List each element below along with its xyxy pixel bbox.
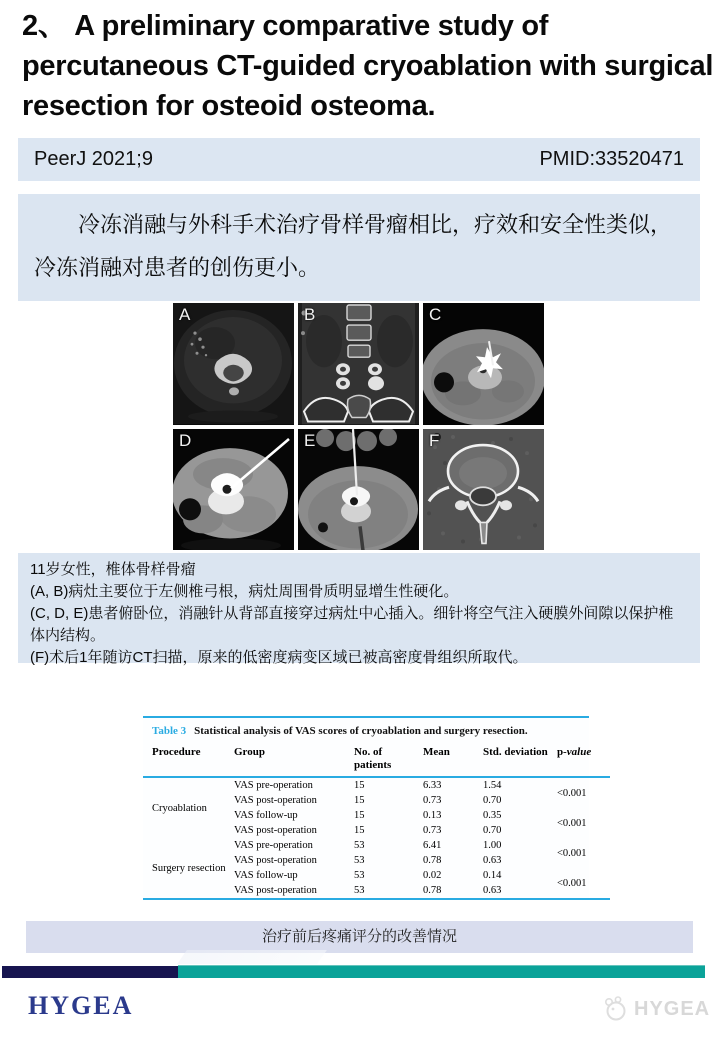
- ct-figure: [173, 303, 544, 550]
- panel-label-f: F: [429, 430, 440, 450]
- page-title: 2、 A preliminary comparative study of percutaneous CT-guided cryoablation with surgical resection for osteoid osteoma.: [22, 10, 714, 122]
- group-cell: VAS post-operation: [234, 855, 317, 866]
- hygea-watermark: [603, 996, 710, 1022]
- group-cell: VAS pre-operation: [234, 840, 313, 851]
- panel-label-b: B: [304, 305, 316, 324]
- watermark-panda-icon: [603, 996, 629, 1022]
- column-header-procedure: Procedure: [143, 744, 234, 777]
- n-cell: 15: [354, 825, 365, 836]
- procedure-cell: Surgery resection: [152, 862, 226, 874]
- mean-cell: 0.13: [423, 810, 442, 821]
- caption-line: (C, D, E)患者俯卧位，消融针从背部直接穿过病灶中心插入。细针将空气注入硬膜外间隙以保护椎体内结构。: [30, 605, 674, 644]
- ct-panel-a: [173, 303, 294, 425]
- caption-line: (F)术后1年随访CT扫描，原来的低密度病变区域已被高密度骨组织所取代。: [30, 649, 528, 666]
- table-number-label: Table 3: [152, 725, 187, 737]
- figure-caption-box: [18, 553, 700, 666]
- bottom-label-bar: [26, 921, 693, 953]
- ct-image-axial-needle-vertical: [298, 429, 419, 551]
- journal-reference: PeerJ 2021;9: [34, 148, 153, 170]
- pvalue-cell: <0.001: [557, 787, 587, 799]
- panel-label-d: D: [179, 430, 192, 450]
- summary-box: [18, 194, 700, 301]
- sd-cell: 0.63: [483, 855, 502, 866]
- sd-cell: 0.63: [483, 885, 502, 896]
- table-row: [143, 838, 610, 853]
- ct-image-coronal: [298, 303, 419, 425]
- sd-cell: 1.54: [483, 780, 502, 791]
- column-header-pvalue: p-value: [557, 744, 610, 777]
- hygea-logo: HYGEA: [28, 991, 134, 1020]
- footer-stripe-navy: [2, 966, 178, 978]
- n-cell: 53: [354, 885, 365, 896]
- mean-cell: 0.02: [423, 870, 442, 881]
- group-cell: VAS post-operation: [234, 825, 317, 836]
- group-cell: VAS post-operation: [234, 885, 317, 896]
- table-caption-text: Statistical analysis of VAS scores of cryoablation and surgery resection.: [194, 725, 528, 737]
- sd-cell: 0.70: [483, 795, 502, 806]
- pvalue-cell: <0.001: [557, 877, 587, 889]
- n-cell: 15: [354, 780, 365, 791]
- journal-bar: [18, 138, 700, 181]
- mean-cell: 0.73: [423, 795, 442, 806]
- bottom-label-text: 治疗前后疼痛评分的改善情况: [261, 928, 457, 945]
- table-row: [143, 777, 610, 793]
- sd-cell: 0.70: [483, 825, 502, 836]
- ct-panel-c: [423, 303, 544, 425]
- n-cell: 53: [354, 840, 365, 851]
- panel-label-a: A: [179, 305, 191, 324]
- caption-line: 11岁女性，椎体骨样骨瘤: [30, 561, 196, 578]
- ct-panel-f: [423, 429, 544, 551]
- table-header-row: [143, 744, 610, 777]
- ct-panel-e: [298, 429, 419, 551]
- group-cell: VAS pre-operation: [234, 780, 313, 791]
- ct-image-axial-dark: [173, 303, 294, 425]
- footer-decorative-shape: [177, 950, 327, 964]
- n-cell: 15: [354, 795, 365, 806]
- caption-line: (A, B)病灶主要位于左侧椎弓根，病灶周围骨质明显增生性硬化。: [30, 583, 459, 600]
- group-cell: VAS post-operation: [234, 795, 317, 806]
- table-caption: [143, 718, 589, 744]
- summary-text: 冷冻消融与外科手术治疗骨样骨瘤相比，疗效和安全性类似，冷冻消融对患者的创伤更小。: [34, 212, 673, 280]
- n-cell: 53: [354, 870, 365, 881]
- panel-label-e: E: [304, 430, 316, 450]
- mean-cell: 6.33: [423, 780, 442, 791]
- vas-statistics-table: [143, 716, 592, 900]
- column-header-sd: Std. deviation: [483, 744, 557, 777]
- footer-stripe-teal: [178, 965, 705, 978]
- n-cell: 53: [354, 855, 365, 866]
- ct-image-bone-window: [423, 429, 544, 551]
- sd-cell: 0.14: [483, 870, 502, 881]
- ct-panel-d: [173, 429, 294, 551]
- mean-cell: 0.73: [423, 825, 442, 836]
- sd-cell: 0.35: [483, 810, 502, 821]
- pvalue-cell: <0.001: [557, 847, 587, 859]
- column-header-group: Group: [234, 744, 354, 777]
- sd-cell: 1.00: [483, 840, 502, 851]
- group-cell: VAS follow-up: [234, 810, 298, 821]
- procedure-cell: Cryoablation: [152, 802, 207, 814]
- mean-cell: 6.41: [423, 840, 442, 851]
- mean-cell: 0.78: [423, 855, 442, 866]
- pmid-reference: PMID:33520471: [539, 148, 684, 170]
- watermark-text: HYGEA: [634, 997, 711, 1020]
- pvalue-cell: <0.001: [557, 817, 587, 829]
- panel-label-c: C: [429, 305, 442, 324]
- group-cell: VAS follow-up: [234, 870, 298, 881]
- mean-cell: 0.78: [423, 885, 442, 896]
- column-header-mean: Mean: [423, 744, 483, 777]
- column-header-patients: No. of patients: [354, 744, 423, 777]
- n-cell: 15: [354, 810, 365, 821]
- ct-panel-b: [298, 303, 419, 425]
